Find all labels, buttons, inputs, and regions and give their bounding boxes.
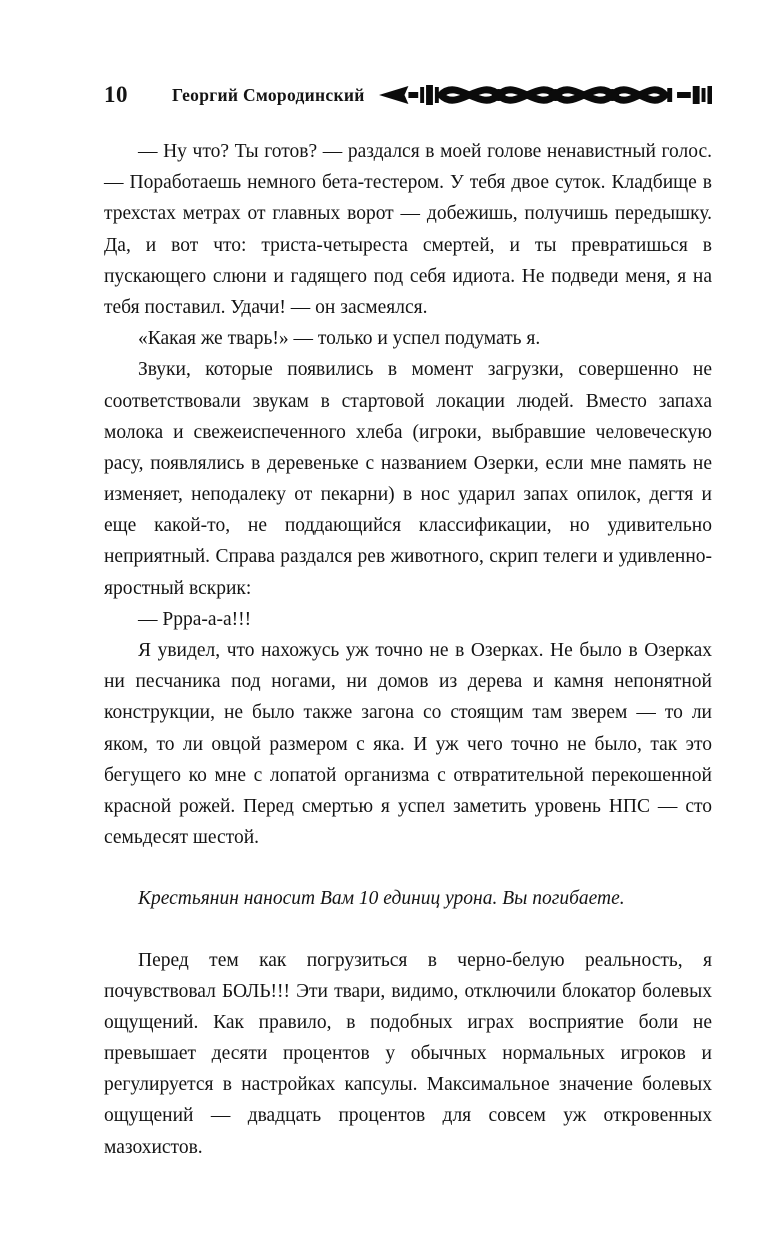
paragraph-game-message: Крестьянин наносит Вам 10 единиц урона. Вы погибаете.	[138, 888, 625, 910]
paragraph: — Ну что? Ты готов? — раздался в моей голове ненавистный голос. — Поработаешь немного бета-тестером. У тебя двое суток. Кладбище в трехстах метрах от главных ворот — добежишь, получишь передышку. Да, и вот что: триста-четыреста смертей, и ты превратишься в пускающего слюни и гадящего под себя идиота. Не подведи меня, я на тебя поставил. Удачи! — он засмеялся.	[104, 141, 712, 318]
page-number: 10	[104, 82, 128, 107]
paragraph: — Ррра-а-а!!!	[138, 608, 252, 630]
header-ornament-icon	[379, 83, 712, 107]
paragraph: Звуки, которые появились в момент загрузки, совершенно не соответствовали звукам в стартовой локации людей. Вместо запаха молока и свежеиспеченного хлеба (игроки, выбравшие человеческую расу, появлялись в деревеньке с названием Озерки, если мне память не изменяет, неподалеку от пекарни) в нос ударил запах опилок, дегтя и еще какой-то, не поддающийся классификации, но удивительно неприятный. Справа раздался рев животного, скрип телеги и удивленно-яростный вскрик:	[104, 359, 712, 599]
paragraph: Я увидел, что нахожусь уж точно не в Озерках. Не было в Озерках ни песчаника под ногами, ни домов из дерева и камня непонятной конструкции, не было также загона со стоящим там зверем — то ли яком, то ли овцой размером с яка. И уж чего точно не было, так это бегущего ко мне с лопатой организма с отвратительной перекошенной красной рожей. Перед смертью я успел заметить уровень НПС — сто семьдесят шестой.	[104, 640, 712, 849]
paragraph: Перед тем как погрузиться в черно-белую реальность, я почувствовал БОЛЬ!!! Эти твари, видимо, отключили блокатор болевых ощущений. Как правило, в подобных играх восприятие боли не превышает десяти процентов у обычных нормальных игроков и регулируется в настройках капсулы. Максимальное значение болевых ощущений — двадцать процентов для совсем уж откровенных мазохистов.	[104, 949, 712, 1158]
page-text	[104, 136, 712, 1163]
page-header	[104, 80, 712, 110]
author-name: Георгий Смородинский	[172, 84, 365, 105]
paragraph: «Какая же тварь!» — только и успел подумать я.	[138, 328, 541, 350]
